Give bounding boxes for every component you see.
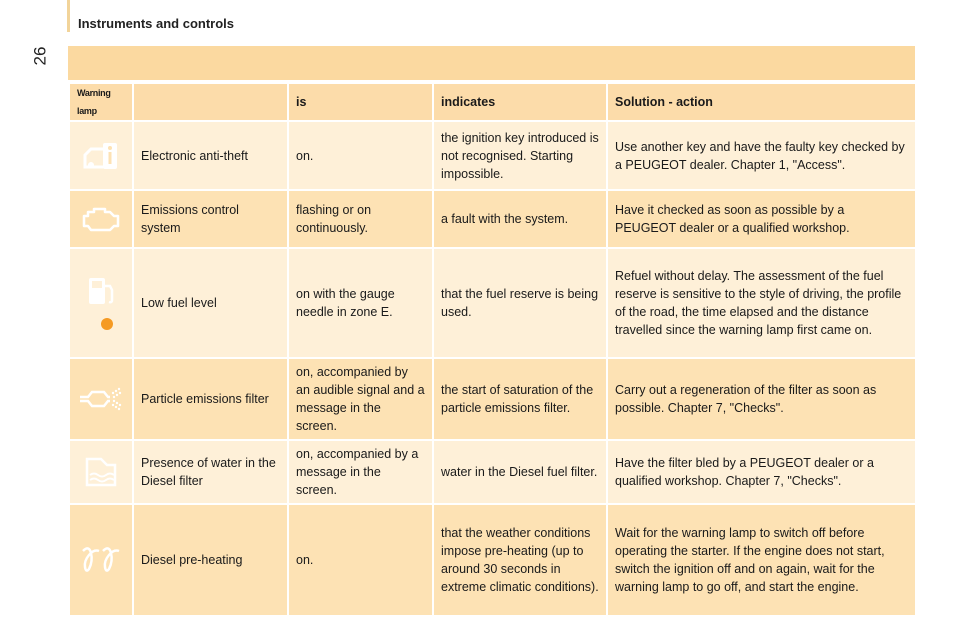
lamp-indicates: a fault with the system. xyxy=(433,190,607,248)
anti-theft-key-icon xyxy=(81,139,121,173)
icon-cell xyxy=(69,121,133,190)
table-header-row xyxy=(69,83,916,121)
warning-lamp-table xyxy=(68,46,915,617)
header-solution: Solution - action xyxy=(607,83,916,121)
lamp-is: on. xyxy=(288,504,433,616)
page-number: 26 xyxy=(30,46,50,66)
table-banner xyxy=(68,46,915,82)
lamp-indicates: that the fuel reserve is being used. xyxy=(433,248,607,358)
lamp-is: on, accompanied by an audible signal and a message in the screen. xyxy=(288,358,433,440)
icon-cell xyxy=(69,190,133,248)
header-blank xyxy=(133,83,288,121)
header-is: is xyxy=(288,83,433,121)
icon-cell xyxy=(69,358,133,440)
lamp-action: Refuel without delay. The assessment of the fuel reserve is sensitive to the style of driving, the profile of the road, the time elapsed and the distance travelled since the warning lamp first came on. xyxy=(607,248,916,358)
lamp-is: on, accompanied by a message in the screen. xyxy=(288,440,433,504)
lamp-indicates: that the weather conditions impose pre-heating (up to around 30 seconds in extreme climatic conditions). xyxy=(433,504,607,616)
fuel-pump-icon xyxy=(81,270,121,336)
lamp-action: Have the filter bled by a PEUGEOT dealer or a qualified workshop. Chapter 7, "Checks". xyxy=(607,440,916,504)
lamp-name: Low fuel level xyxy=(133,248,288,358)
preheating-coil-icon xyxy=(79,545,123,575)
table-row xyxy=(69,440,916,504)
particle-filter-icon xyxy=(78,384,124,414)
lamp-is: on with the gauge needle in zone E. xyxy=(288,248,433,358)
table-row xyxy=(69,248,916,358)
lamp-action: Use another key and have the faulty key checked by a PEUGEOT dealer. Chapter 1, "Access". xyxy=(607,121,916,190)
lamp-name: Presence of water in the Diesel filter xyxy=(133,440,288,504)
header-indicates: indicates xyxy=(433,83,607,121)
header-warning-lamp: Warning lamp xyxy=(69,83,133,121)
engine-icon xyxy=(81,204,121,234)
water-in-diesel-icon xyxy=(81,455,121,489)
section-title: Instruments and controls xyxy=(78,16,235,31)
lamp-is: on. xyxy=(288,121,433,190)
lamp-name: Particle emissions filter xyxy=(133,358,288,440)
table-row xyxy=(69,504,916,616)
lamp-action: Have it checked as soon as possible by a PEUGEOT dealer or a qualified workshop. xyxy=(607,190,916,248)
lamp-name: Diesel pre-heating xyxy=(133,504,288,616)
lamp-action: Wait for the warning lamp to switch off before operating the starter. If the engine does not start, switch the ignition off and on again, wait for the warning lamp to go off, and start the engine. xyxy=(607,504,916,616)
fuel-warning-dot xyxy=(101,318,113,330)
icon-cell xyxy=(69,440,133,504)
lamp-indicates: water in the Diesel fuel filter. xyxy=(433,440,607,504)
lamp-is: flashing or on continuously. xyxy=(288,190,433,248)
table-row xyxy=(69,190,916,248)
lamp-action: Carry out a regeneration of the filter as soon as possible. Chapter 7, "Checks". xyxy=(607,358,916,440)
lamp-indicates: the ignition key introduced is not recognised. Starting impossible. xyxy=(433,121,607,190)
table-row xyxy=(69,358,916,440)
lamp-name: Emissions control system xyxy=(133,190,288,248)
margin-bar xyxy=(67,0,70,32)
icon-cell xyxy=(69,504,133,616)
table-row xyxy=(69,121,916,190)
icon-cell xyxy=(69,248,133,358)
lamp-indicates: the start of saturation of the particle emissions filter. xyxy=(433,358,607,440)
lamp-name: Electronic anti-theft xyxy=(133,121,288,190)
